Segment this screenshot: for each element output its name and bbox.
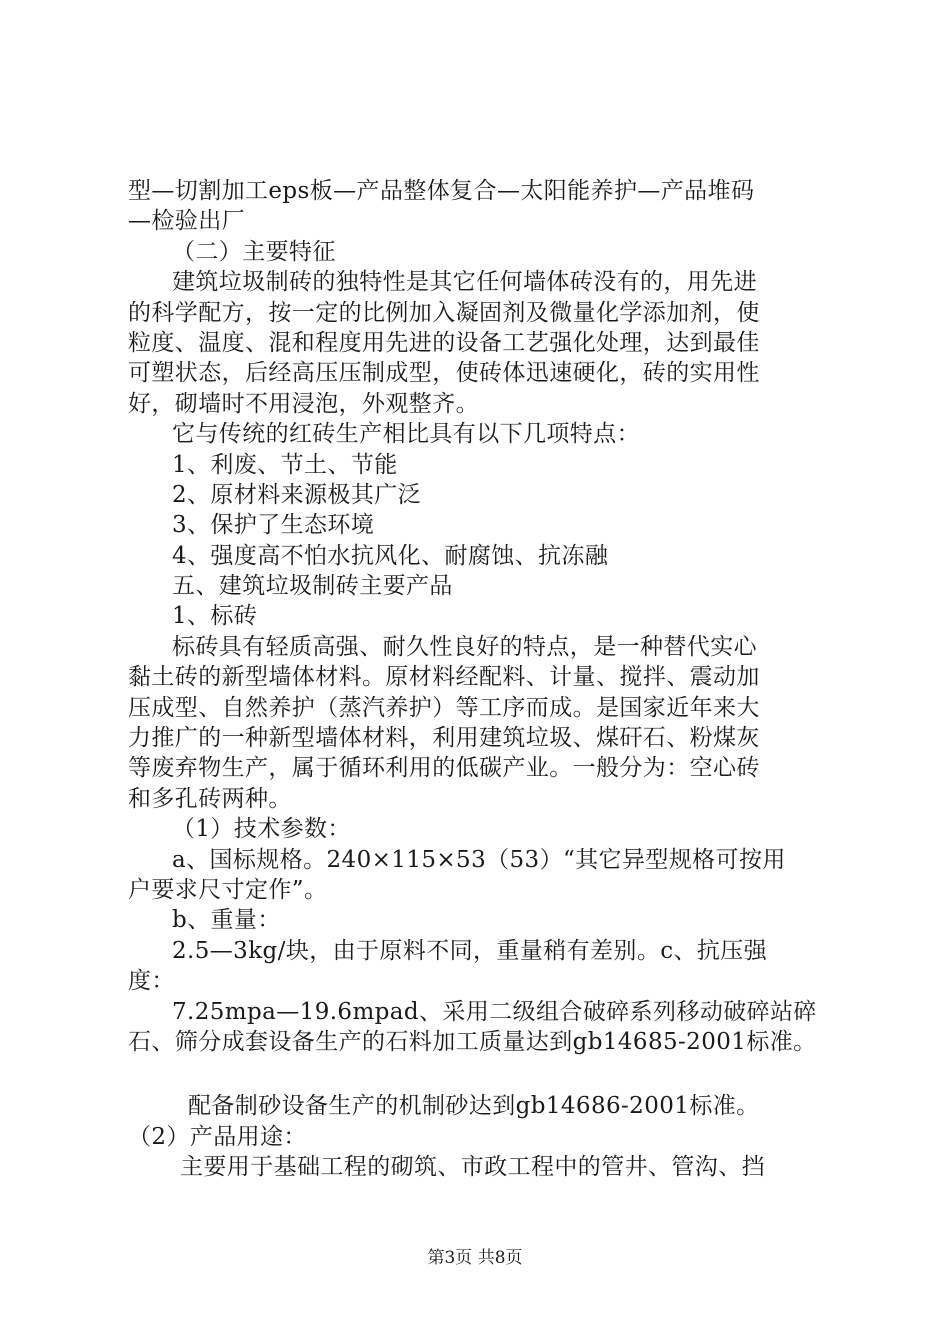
- subsection-heading: （2）产品用途：: [128, 1123, 307, 1150]
- text-line: 度：: [128, 968, 175, 995]
- document-body: [128, 176, 838, 1183]
- text-line: 石、筛分成套设备生产的石料加工质量达到gb14685-2001标准。: [128, 1028, 817, 1055]
- paragraph-start: 配备制砂设备生产的机制砂达到gb14686-2001标准。: [188, 1093, 760, 1120]
- text-line: 的科学配方，按一定的比例加入凝固剂及微量化学添加剂，使: [128, 299, 760, 326]
- list-item: 1、利废、节土、节能: [172, 451, 398, 478]
- paragraph-start: 2.5—3kg/块，由于原料不同，重量稍有差别。c、抗压强: [172, 937, 768, 964]
- paragraph-start: a、国标规格。240×115×53（53）“其它异型规格可按用: [172, 846, 786, 873]
- text-line: 力推广的一种新型墙体材料，利用建筑垃圾、煤矸石、粉煤灰: [128, 725, 760, 752]
- paragraph-start: 建筑垃圾制砖的独特性是其它任何墙体砖没有的，用先进: [172, 269, 757, 296]
- paragraph-gap: [128, 1057, 838, 1091]
- text-line: 等废弃物生产，属于循环利用的低碳产业。一般分为：空心砖: [128, 755, 760, 782]
- text-line: 和多孔砖两种。: [128, 785, 292, 812]
- section-heading: 五、建筑垃圾制砖主要产品: [172, 573, 453, 600]
- paragraph-start: 7.25mpa—19.6mpad、采用二级组合破碎系列移动破碎站碎: [172, 998, 817, 1025]
- list-item: 4、强度高不怕水抗风化、耐腐蚀、抗冻融: [172, 542, 609, 569]
- list-item: 3、保护了生态环境: [172, 512, 375, 539]
- text-line: 粒度、温度、混和程度用先进的设备工艺强化处理，达到最佳: [128, 329, 760, 356]
- paragraph-start: 主要用于基础工程的砌筑、市政工程中的管井、管沟、挡: [180, 1154, 765, 1181]
- paragraph-start: b、重量：: [172, 907, 281, 934]
- text-line: 好，砌墙时不用浸泡，外观整齐。: [128, 390, 479, 417]
- subsection-heading: 1、标砖: [172, 603, 258, 630]
- paragraph-start: 它与传统的红砖生产相比具有以下几项特点：: [172, 421, 640, 448]
- text-line: —检验出厂: [128, 208, 245, 235]
- text-line: 户要求尺寸定作”。: [128, 876, 328, 903]
- text-line: 压成型、自然养护（蒸汽养护）等工序而成。是国家近年来大: [128, 694, 760, 721]
- section-heading: （二）主要特征: [172, 238, 336, 265]
- text-line: 型—切割加工eps板—产品整体复合—太阳能养护—产品堆码: [128, 178, 755, 204]
- page-number-footer: 第3页 共8页: [427, 1248, 523, 1268]
- text-line: 可塑状态，后经高压压制成型，使砖体迅速硬化，砖的实用性: [128, 360, 760, 387]
- text-line: 黏土砖的新型墙体材料。原材料经配料、计量、搅拌、震动加: [128, 664, 760, 691]
- subsection-heading: （1）技术参数：: [172, 816, 351, 843]
- paragraph-start: 标砖具有轻质高强、耐久性良好的特点，是一种替代实心: [172, 633, 757, 660]
- list-item: 2、原材料来源极其广泛: [172, 481, 422, 508]
